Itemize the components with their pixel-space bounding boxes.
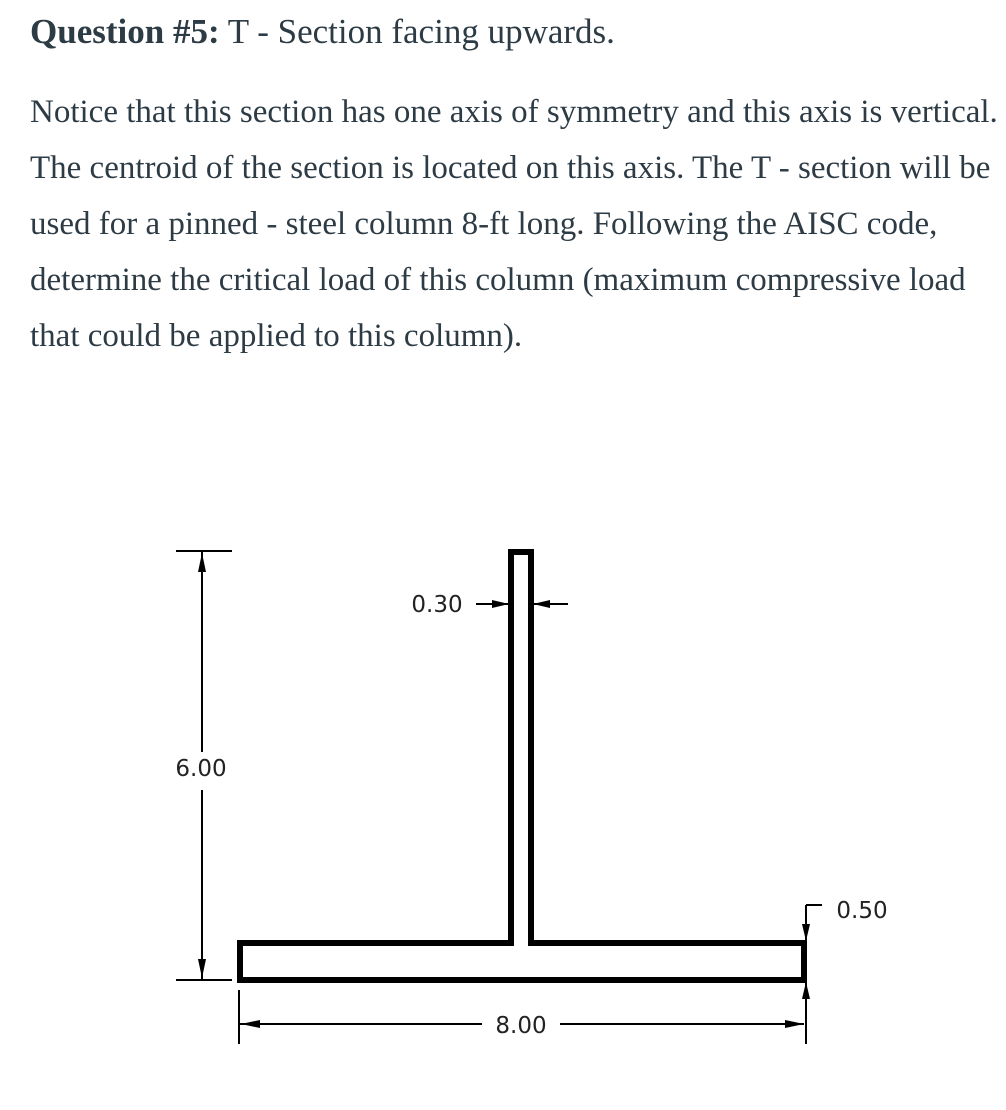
question-title: T - Section facing upwards. xyxy=(227,12,615,51)
total-height-label: 6.00 xyxy=(175,756,227,782)
flange-width-label: 8.00 xyxy=(495,1013,547,1039)
question-body: Notice that this section has one axis of symmetry and this axis is vertical. The centroid of the section is located on this axis. The T - section will be used for a pinned - steel column 8-ft long. Following the AISC code, determine the critical load of this column (maximum compressive load that could be applied to this column). xyxy=(30,94,998,354)
web-arrow-left xyxy=(492,600,509,608)
t-section-outline xyxy=(240,552,804,980)
question-label: Question #5: xyxy=(30,12,220,51)
width-arrow-left xyxy=(241,1020,260,1028)
web-arrow-right xyxy=(533,600,550,608)
flange-arrow-bottom xyxy=(802,982,810,999)
web-thickness-label: 0.30 xyxy=(411,592,463,618)
flange-thickness-label: 0.50 xyxy=(836,898,888,924)
height-arrow-bottom xyxy=(198,959,206,978)
width-arrow-right xyxy=(785,1020,804,1028)
flange-arrow-top xyxy=(802,924,810,941)
height-arrow-top xyxy=(198,553,206,572)
